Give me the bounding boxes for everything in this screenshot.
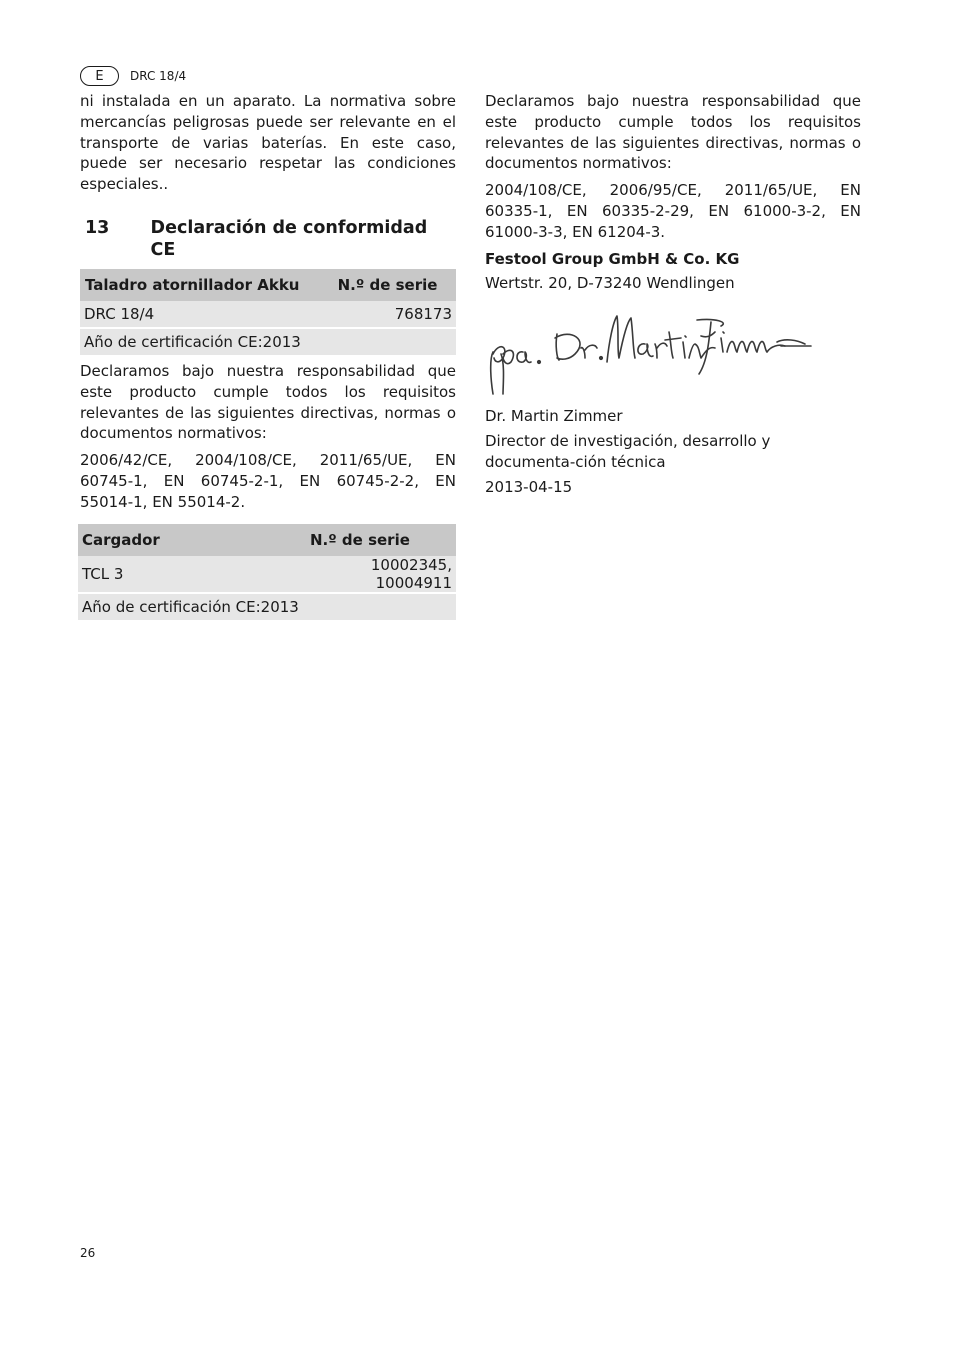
declaration-paragraph: Declaramos bajo nuestra responsabilidad que este producto cumple todos los requisitos relevantes de las siguientes directivas, normas o documentos normativos: — [485, 92, 861, 173]
table-row — [78, 593, 456, 621]
product-table — [80, 269, 456, 357]
table-header-serial: N.º de serie — [306, 524, 456, 556]
company-name: Festool Group GmbH & Co. KG — [485, 249, 740, 268]
table-header-serial: N.º de serie — [334, 269, 456, 301]
table-row — [80, 301, 456, 328]
intro-paragraph: ni instalada en un aparato. La normativa sobre mercancías peligrosas puede ser relevante en el transporte de varias baterías. En este caso, puede ser necesario respetar las condiciones especiales.. — [80, 92, 456, 194]
signer-role: Director de investigación, desarrollo y documenta-ción técnica — [485, 431, 771, 471]
page-number: 26 — [80, 1246, 96, 1260]
page-header — [80, 66, 186, 86]
right-column — [485, 91, 861, 497]
certification-year: Año de certificación CE:2013 — [78, 593, 456, 621]
charger-table — [78, 524, 456, 622]
declaration-paragraph: Declaramos bajo nuestra responsabilidad que este producto cumple todos los requisitos relevantes de las siguientes directivas, normas o documentos normativos: — [80, 361, 456, 443]
serial-numbers: 10002345, 10004911 — [306, 556, 456, 593]
signature-image — [485, 302, 815, 398]
product-name: DRC 18/4 — [80, 301, 334, 328]
section-title: Declaración de conformidad CE — [150, 217, 428, 260]
table-header-charger: Cargador — [78, 524, 306, 556]
company-address: Wertstr. 20, D-73240 Wendlingen — [485, 274, 735, 293]
table-header-product: Taladro atornillador Akku — [80, 269, 334, 301]
signature-date: 2013-04-15 — [485, 477, 573, 496]
signer-name: Dr. Martin Zimmer — [485, 407, 623, 426]
serial-number: 768173 — [334, 301, 456, 328]
table-row — [80, 328, 456, 356]
section-heading — [85, 217, 456, 261]
section-number: 13 — [85, 217, 110, 238]
table-header-row — [80, 269, 456, 301]
charger-name: TCL 3 — [78, 556, 306, 593]
standards-paragraph: 2006/42/CE, 2004/108/CE, 2011/65/UE, EN 60745-1, EN 60745-2-1, EN 60745-2-2, EN 55014-1, EN 55014-2. — [80, 451, 456, 511]
left-column — [80, 91, 456, 622]
language-badge: E — [80, 66, 119, 86]
model-name: DRC 18/4 — [130, 69, 187, 83]
standards-paragraph: 2004/108/CE, 2006/95/CE, 2011/65/UE, EN 60335-1, EN 60335-2-29, EN 61000-3-2, EN 61000-3-3, EN 61204-3. — [485, 181, 861, 241]
certification-year: Año de certificación CE:2013 — [80, 328, 456, 356]
table-row — [78, 556, 456, 593]
table-header-row — [78, 524, 456, 556]
